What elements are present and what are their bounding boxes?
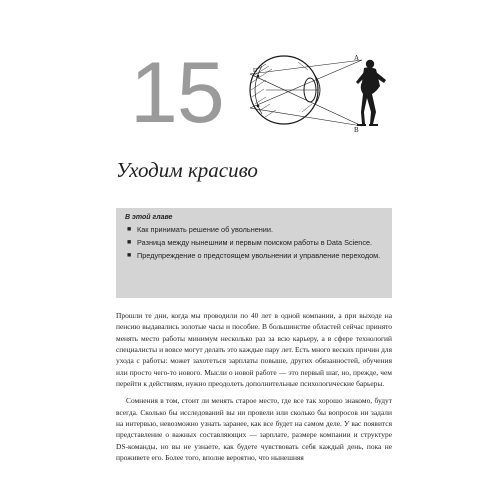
list-item [125,238,382,248]
chapter-body [116,310,392,463]
label-a: A [354,54,360,62]
chapter-number: 15 [130,45,224,141]
label-d: D [253,68,258,74]
chapter-summary-box [116,208,392,298]
label-b: B [354,126,359,134]
bullet-icon: ■ [127,252,132,259]
list-item [125,225,382,235]
summary-item-text: Предупреждение о предстоящем увольнении и управление переходом. [137,251,381,260]
summary-list [125,225,382,261]
chapter-title: Уходим красиво [116,158,258,182]
eye-optics-engraving-icon [236,52,392,134]
summary-heading: В этой главе [125,214,173,221]
bullet-icon: ■ [127,239,132,246]
summary-item-text: Разница между нынешним и первым поиском работы в Data Science. [137,238,373,247]
list-item [125,251,382,261]
paragraph: Прошли те дни, когда мы проводили по 40 лет в одной компании, а при выходе на пенсию выдавались золотые часы и пособие. В большинстве областей сейчас принято менять место работы минимум несколько раз за всю карьеру, а в сфере технологий специалисты и вовсе могут делать это каждые пару лет. Есть много веских причин для ухода с работы: может захотеться зарплаты повыше, других обязанностей, обучения или просто чего-то нового. Мысли о новой работе — это первый шаг, но, прежде, чем перейти к действиям, нужно преодолеть дополнительные психологические барьеры. [116,311,392,389]
summary-item-text: Как принимать решение об увольнении. [137,225,273,234]
bullet-icon: ■ [127,226,132,233]
paragraph: Сомнения в том, стоит ли менять старое место, где все так хорошо знакомо, будут всегда. Сколько бы исследований вы ни провели или сколько бы вопросов ни задали на интервью, невозможно узнать заранее, как все будет на самом деле. У вас появится представление о важных составляющих — зарплате, размере компании и структуре DS-команды, но вы не узнаете, как будете чувствовать себя каждый день, пока не проживете его. Более того, вполне вероятно, что нынешняя [116,396,392,463]
